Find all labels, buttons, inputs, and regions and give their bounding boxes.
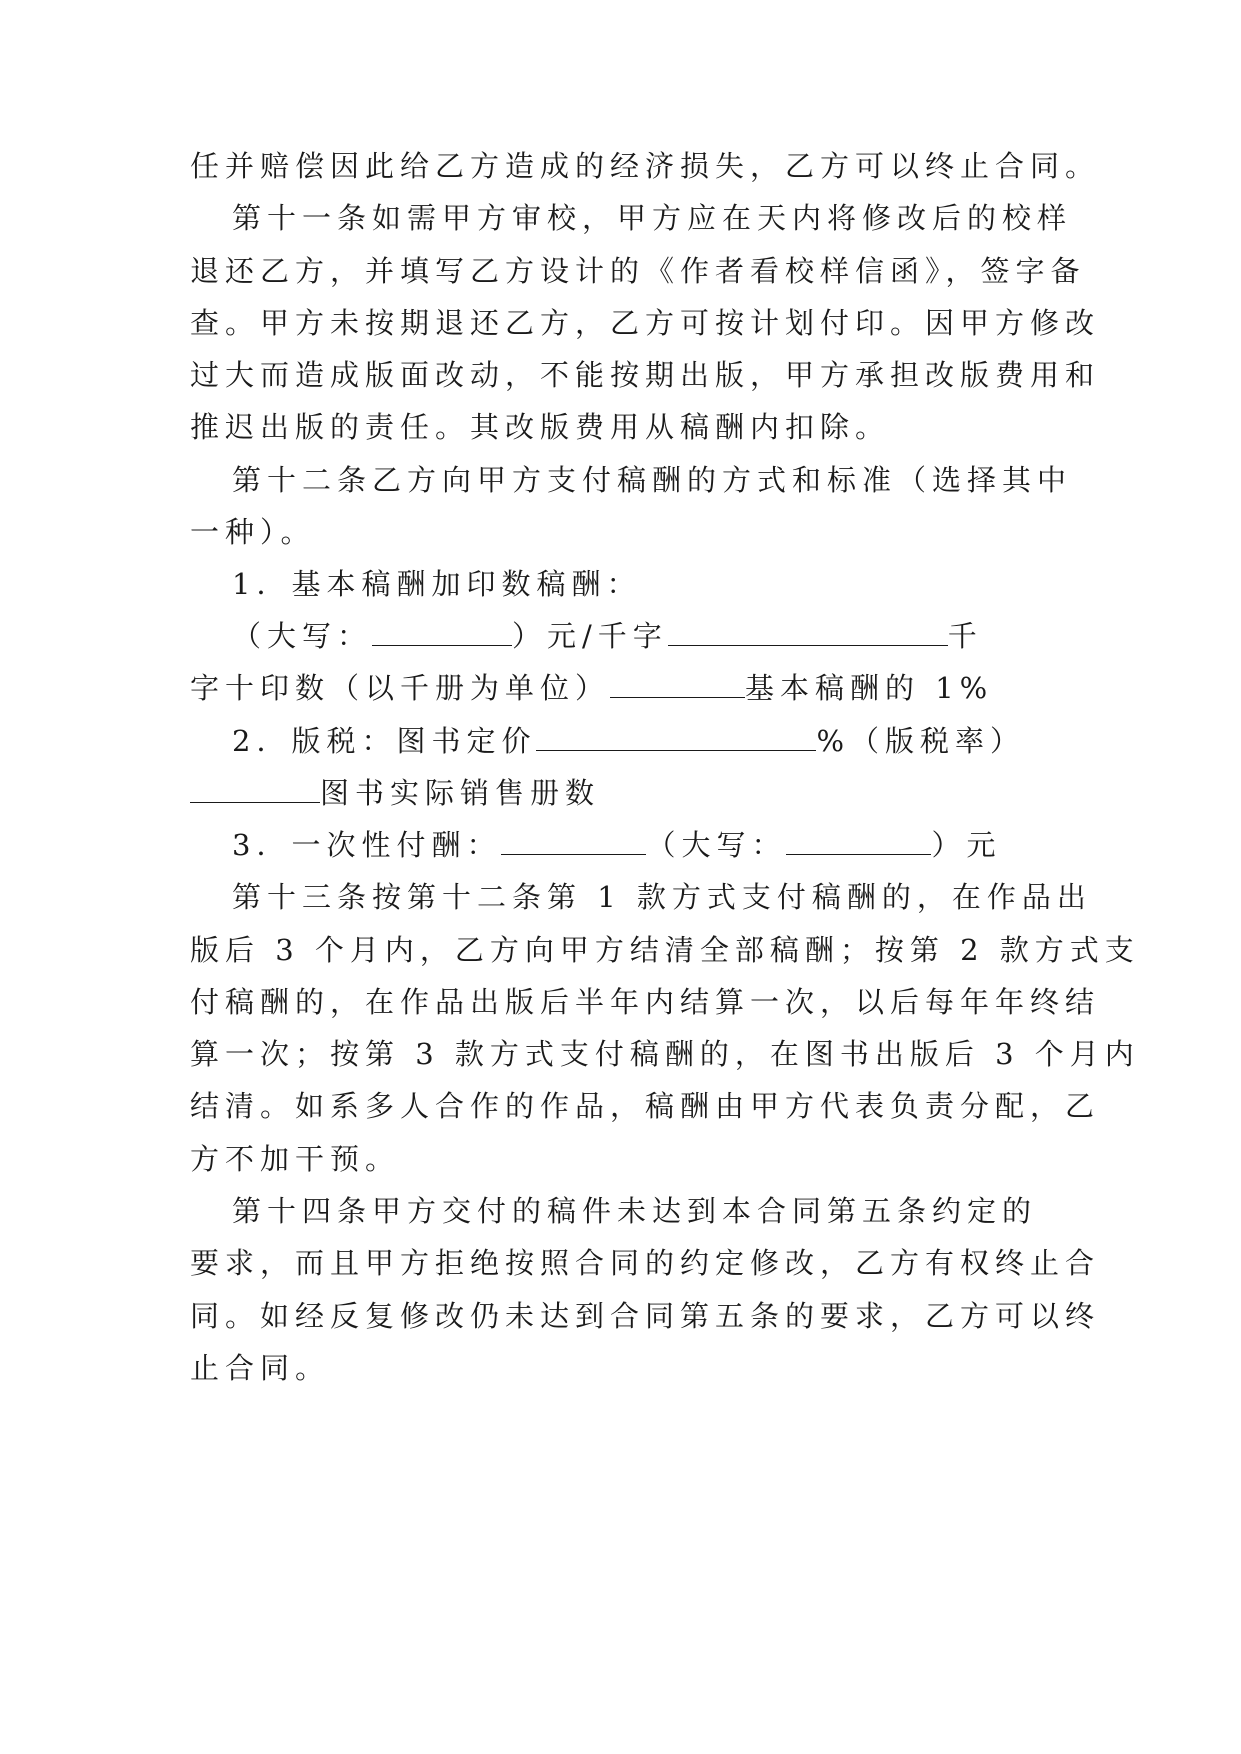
paragraph-line: 要求，而且甲方拒绝按照合同的约定修改，乙方有权终止合 (190, 1246, 1101, 1280)
paragraph-line: 止合同。 (190, 1351, 331, 1385)
paragraph-line: 第十四条甲方交付的稿件未达到本合同第五条约定的 (232, 1194, 1038, 1228)
label-text: 3．一次性付酬： (232, 828, 502, 862)
paragraph-line: 第十三条按第十二条第 1 款方式支付稿酬的，在作品出 (232, 880, 1092, 914)
label-text: 字十印数（以千册为单位） (190, 671, 611, 705)
label-text: 千 (947, 619, 983, 653)
paragraph-line: 退还乙方，并填写乙方设计的《作者看校样信函》，签字备 (190, 254, 1086, 288)
paragraph-line: 结清。如系多人合作的作品，稿酬由甲方代表负责分配，乙 (190, 1089, 1101, 1123)
paragraph-line: 任并赔偿因此给乙方造成的经济损失，乙方可以终止合同。 (190, 149, 1101, 183)
label-text: ）元/千字 (512, 619, 668, 653)
blank-field[interactable] (501, 828, 646, 855)
fill-line (190, 773, 1070, 813)
label-text: （大写： (232, 619, 373, 653)
fill-line (232, 616, 1112, 656)
fill-line (232, 721, 1112, 761)
blank-field[interactable] (372, 619, 512, 646)
paragraph-line: 付稿酬的，在作品出版后半年内结算一次，以后每年年终结 (190, 985, 1101, 1019)
paragraph-line: 一种）。 (190, 515, 316, 549)
blank-field[interactable] (668, 619, 948, 646)
label-text: 2．版税：图书定价 (232, 724, 537, 758)
label-text: %（版税率） (816, 724, 1026, 758)
paragraph-line: 1．基本稿酬加印数稿酬： (232, 567, 642, 601)
paragraph-line: 第十二条乙方向甲方支付稿酬的方式和标准（选择其中 (232, 463, 1073, 497)
label-text: 基本稿酬的 1% (745, 671, 994, 705)
blank-field[interactable] (610, 671, 745, 698)
label-text: ）元 (931, 828, 1002, 862)
paragraph-line: 查。甲方未按期退还乙方，乙方可按计划付印。因甲方修改 (190, 306, 1101, 340)
fill-line (190, 668, 1070, 708)
blank-field[interactable] (786, 828, 931, 855)
paragraph-line: 第十一条如需甲方审校，甲方应在天内将修改后的校样 (232, 201, 1073, 235)
paragraph-line: 方不加干预。 (190, 1142, 401, 1176)
paragraph-line: 推迟出版的责任。其改版费用从稿酬内扣除。 (190, 410, 891, 444)
blank-field[interactable] (190, 776, 320, 803)
blank-field[interactable] (536, 724, 816, 751)
paragraph-line: 算一次；按第 3 款方式支付稿酬的，在图书出版后 3 个月内 (190, 1037, 1140, 1071)
paragraph-line: 过大而造成版面改动，不能按期出版，甲方承担改版费用和 (190, 358, 1101, 392)
label-text: 图书实际销售册数 (320, 776, 601, 810)
label-text: （大写： (646, 828, 787, 862)
paragraph-line: 同。如经反复修改仍未达到合同第五条的要求，乙方可以终 (190, 1299, 1101, 1333)
fill-line (232, 825, 1112, 865)
paragraph-line: 版后 3 个月内，乙方向甲方结清全部稿酬；按第 2 款方式支 (190, 933, 1140, 967)
